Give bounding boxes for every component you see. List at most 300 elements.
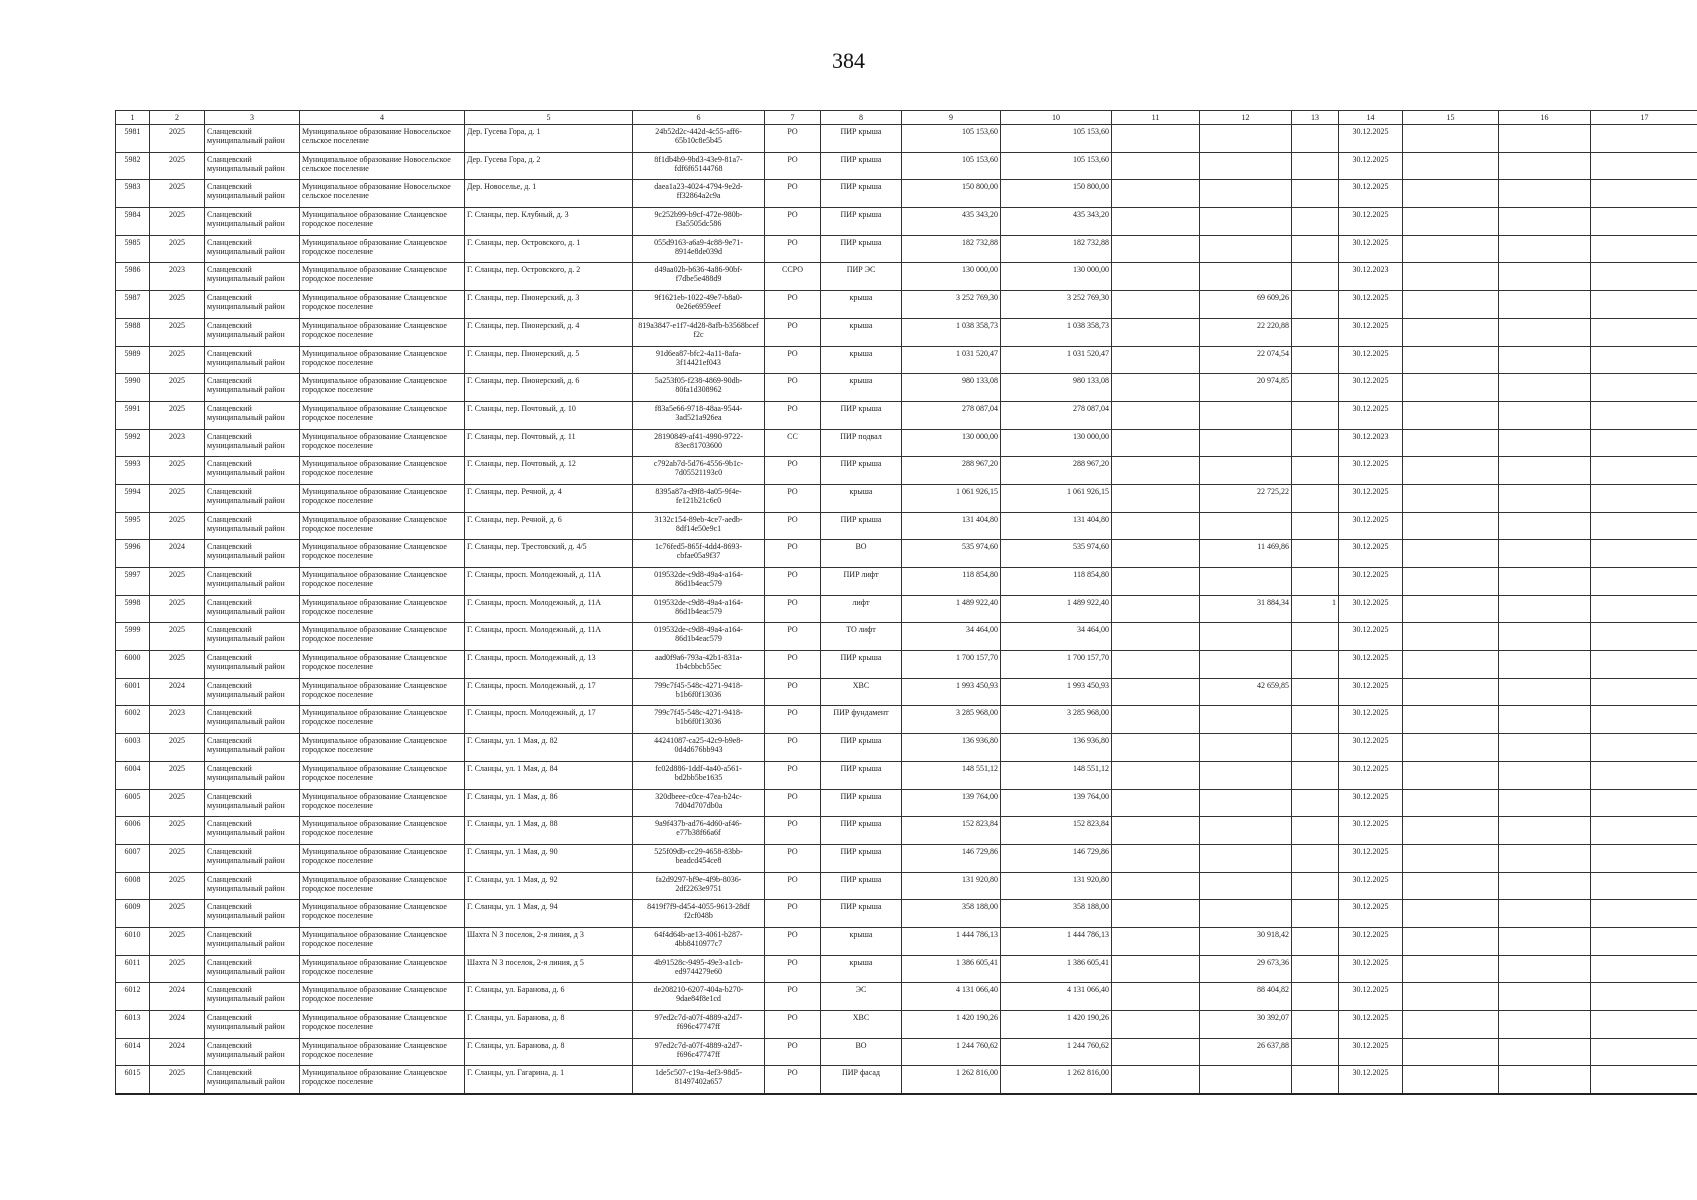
table-row [116, 346, 1697, 374]
table-cell-col-10: 150 800,00 [1001, 180, 1112, 208]
table-cell-col-9: 139 764,00 [902, 789, 1001, 817]
table-cell-col-16 [1499, 1011, 1591, 1039]
table-cell-col-8: крыша [821, 927, 902, 955]
table-cell-col-3: Сланцевский муниципальный район [205, 595, 300, 623]
table-cell-col-15 [1403, 152, 1499, 180]
table-cell-col-14: 30.12.2025 [1339, 595, 1403, 623]
table-cell-col-8: ВО [821, 540, 902, 568]
table-cell-col-15 [1403, 540, 1499, 568]
page-number: 384 [832, 48, 865, 73]
table-cell-col-1: 5991 [116, 401, 150, 429]
table-cell-col-13 [1292, 817, 1339, 845]
table-cell-col-13 [1292, 789, 1339, 817]
table-cell-col-4: Муниципальное образование Сланцевское городское поселение [300, 983, 465, 1011]
table-cell-col-17 [1591, 429, 1697, 457]
table-cell-col-6: aad0f9a6-793a-42b1-831a-1b4cbbcb55ec [633, 651, 765, 679]
table-cell-col-1: 6006 [116, 817, 150, 845]
table-cell-col-9: 131 404,80 [902, 512, 1001, 540]
table-cell-col-8: ПИР крыша [821, 125, 902, 153]
table-cell-col-15 [1403, 512, 1499, 540]
table-cell-col-17 [1591, 152, 1697, 180]
table-cell-col-17 [1591, 789, 1697, 817]
table-cell-col-5: Г. Сланцы, пер. Почтовый, д. 10 [465, 401, 633, 429]
table-row [116, 568, 1697, 596]
table-cell-col-10: 152 823,84 [1001, 817, 1112, 845]
table-cell-col-13 [1292, 235, 1339, 263]
table-cell-col-6: d49aa02b-b636-4a86-90bf-f7dbe5e488d9 [633, 263, 765, 291]
table-cell-col-3: Сланцевский муниципальный район [205, 844, 300, 872]
table-cell-col-13 [1292, 318, 1339, 346]
table-cell-col-12 [1200, 429, 1292, 457]
table-cell-col-2: 2025 [150, 872, 205, 900]
table-cell-col-5: Г. Сланцы, ул. 1 Мая, д. 84 [465, 761, 633, 789]
table-cell-col-5: Г. Сланцы, ул. Баранова, д. 8 [465, 1011, 633, 1039]
table-cell-col-8: ВО [821, 1038, 902, 1066]
table-cell-col-2: 2023 [150, 263, 205, 291]
table-cell-col-8: ПИР крыша [821, 401, 902, 429]
table-cell-col-10: 535 974,60 [1001, 540, 1112, 568]
table-cell-col-9: 1 700 157,70 [902, 651, 1001, 679]
table-cell-col-1: 5993 [116, 457, 150, 485]
table-cell-col-17 [1591, 678, 1697, 706]
table-cell-col-6: 44241087-ca25-42c9-b9e8-0d4d676bb943 [633, 734, 765, 762]
table-cell-col-13: 1 [1292, 595, 1339, 623]
table-cell-col-1: 6014 [116, 1038, 150, 1066]
column-header-8: 8 [821, 111, 902, 125]
table-cell-col-7: РО [765, 208, 821, 236]
table-cell-col-16 [1499, 374, 1591, 402]
table-cell-col-8: крыша [821, 291, 902, 319]
table-cell-col-2: 2024 [150, 983, 205, 1011]
table-cell-col-10: 1 993 450,93 [1001, 678, 1112, 706]
table-cell-col-9: 105 153,60 [902, 125, 1001, 153]
table-cell-col-5: Г. Сланцы, ул. Гагарина, д. 1 [465, 1066, 633, 1094]
table-cell-col-4: Муниципальное образование Сланцевское городское поселение [300, 401, 465, 429]
table-cell-col-8: ПИР крыша [821, 844, 902, 872]
table-row [116, 235, 1697, 263]
register-table [115, 110, 1697, 1095]
table-cell-col-17 [1591, 180, 1697, 208]
table-cell-col-3: Сланцевский муниципальный район [205, 678, 300, 706]
table-cell-col-15 [1403, 208, 1499, 236]
table-cell-col-10: 1 038 358,73 [1001, 318, 1112, 346]
table-cell-col-3: Сланцевский муниципальный район [205, 346, 300, 374]
table-cell-col-2: 2025 [150, 734, 205, 762]
table-cell-col-8: ПИР крыша [821, 208, 902, 236]
table-cell-col-9: 288 967,20 [902, 457, 1001, 485]
table-cell-col-3: Сланцевский муниципальный район [205, 706, 300, 734]
table-cell-col-14: 30.12.2025 [1339, 1011, 1403, 1039]
table-cell-col-14: 30.12.2025 [1339, 401, 1403, 429]
table-cell-col-4: Муниципальное образование Сланцевское городское поселение [300, 844, 465, 872]
table-cell-col-4: Муниципальное образование Сланцевское городское поселение [300, 318, 465, 346]
table-cell-col-7: РО [765, 484, 821, 512]
table-cell-col-9: 148 551,12 [902, 761, 1001, 789]
table-cell-col-17 [1591, 374, 1697, 402]
table-cell-col-9: 1 489 922,40 [902, 595, 1001, 623]
table-cell-col-12 [1200, 623, 1292, 651]
table-cell-col-17 [1591, 568, 1697, 596]
table-cell-col-17 [1591, 457, 1697, 485]
table-cell-col-12 [1200, 872, 1292, 900]
table-row [116, 817, 1697, 845]
table-cell-col-12: 42 659,85 [1200, 678, 1292, 706]
table-cell-col-4: Муниципальное образование Сланцевское городское поселение [300, 1066, 465, 1094]
table-cell-col-13 [1292, 208, 1339, 236]
table-cell-col-11 [1112, 1011, 1200, 1039]
table-cell-col-16 [1499, 484, 1591, 512]
table-row [116, 623, 1697, 651]
table-cell-col-10: 148 551,12 [1001, 761, 1112, 789]
table-cell-col-12: 30 392,07 [1200, 1011, 1292, 1039]
table-cell-col-16 [1499, 595, 1591, 623]
table-cell-col-10: 136 936,80 [1001, 734, 1112, 762]
table-cell-col-16 [1499, 457, 1591, 485]
table-cell-col-17 [1591, 817, 1697, 845]
table-cell-col-11 [1112, 346, 1200, 374]
table-cell-col-9: 1 993 450,93 [902, 678, 1001, 706]
table-cell-col-11 [1112, 817, 1200, 845]
table-cell-col-8: ПИР крыша [821, 734, 902, 762]
table-cell-col-4: Муниципальное образование Сланцевское городское поселение [300, 761, 465, 789]
table-cell-col-4: Муниципальное образование Сланцевское городское поселение [300, 291, 465, 319]
table-row [116, 1038, 1697, 1066]
table-cell-col-15 [1403, 374, 1499, 402]
table-cell-col-6: 819a3847-e1f7-4d28-8afb-b3568bcef f2c [633, 318, 765, 346]
table-cell-col-15 [1403, 318, 1499, 346]
column-header-4: 4 [300, 111, 465, 125]
table-cell-col-11 [1112, 401, 1200, 429]
table-cell-col-6: fa2d9297-bf9e-4f9b-8036-2df2263e9751 [633, 872, 765, 900]
table-cell-col-7: РО [765, 706, 821, 734]
table-cell-col-13 [1292, 457, 1339, 485]
table-cell-col-3: Сланцевский муниципальный район [205, 1038, 300, 1066]
table-cell-col-10: 1 262 816,00 [1001, 1066, 1112, 1094]
table-cell-col-1: 6011 [116, 955, 150, 983]
table-cell-col-1: 6007 [116, 844, 150, 872]
table-cell-col-5: Г. Сланцы, ул. Баранова, д. 6 [465, 983, 633, 1011]
table-cell-col-10: 146 729,86 [1001, 844, 1112, 872]
table-cell-col-4: Муниципальное образование Сланцевское городское поселение [300, 208, 465, 236]
table-cell-col-16 [1499, 734, 1591, 762]
table-cell-col-4: Муниципальное образование Сланцевское городское поселение [300, 900, 465, 928]
table-cell-col-16 [1499, 291, 1591, 319]
table-cell-col-4: Муниципальное образование Сланцевское городское поселение [300, 374, 465, 402]
table-cell-col-15 [1403, 817, 1499, 845]
table-cell-col-6: fc02d886-1ddf-4a40-a561-bd2bb5be1635 [633, 761, 765, 789]
table-cell-col-9: 130 000,00 [902, 429, 1001, 457]
table-cell-col-13 [1292, 761, 1339, 789]
table-cell-col-9: 182 732,88 [902, 235, 1001, 263]
table-cell-col-2: 2025 [150, 208, 205, 236]
table-cell-col-16 [1499, 401, 1591, 429]
table-cell-col-13 [1292, 346, 1339, 374]
table-cell-col-16 [1499, 540, 1591, 568]
table-cell-col-8: ПИР крыша [821, 651, 902, 679]
table-cell-col-17 [1591, 844, 1697, 872]
table-cell-col-2: 2024 [150, 1011, 205, 1039]
table-cell-col-10: 118 854,80 [1001, 568, 1112, 596]
table-cell-col-5: Дер. Гусева Гора, д. 1 [465, 125, 633, 153]
table-cell-col-11 [1112, 180, 1200, 208]
column-header-7: 7 [765, 111, 821, 125]
table-row [116, 263, 1697, 291]
table-cell-col-12 [1200, 734, 1292, 762]
table-cell-col-11 [1112, 1066, 1200, 1094]
table-cell-col-17 [1591, 512, 1697, 540]
table-cell-col-1: 5982 [116, 152, 150, 180]
table-row [116, 374, 1697, 402]
table-cell-col-16 [1499, 789, 1591, 817]
table-cell-col-7: РО [765, 734, 821, 762]
table-cell-col-3: Сланцевский муниципальный район [205, 152, 300, 180]
table-cell-col-12: 22 725,22 [1200, 484, 1292, 512]
table-cell-col-13 [1292, 983, 1339, 1011]
table-cell-col-2: 2025 [150, 568, 205, 596]
table-cell-col-14: 30.12.2025 [1339, 152, 1403, 180]
table-cell-col-15 [1403, 927, 1499, 955]
table-cell-col-10: 105 153,60 [1001, 152, 1112, 180]
table-cell-col-14: 30.12.2025 [1339, 900, 1403, 928]
table-cell-col-2: 2025 [150, 927, 205, 955]
table-cell-col-15 [1403, 623, 1499, 651]
table-cell-col-12 [1200, 235, 1292, 263]
table-cell-col-4: Муниципальное образование Сланцевское городское поселение [300, 346, 465, 374]
table-cell-col-11 [1112, 872, 1200, 900]
table-cell-col-7: РО [765, 512, 821, 540]
table-cell-col-16 [1499, 955, 1591, 983]
table-cell-col-17 [1591, 1011, 1697, 1039]
table-cell-col-3: Сланцевский муниципальный район [205, 651, 300, 679]
table-cell-col-7: РО [765, 817, 821, 845]
table-cell-col-5: Г. Сланцы, просп. Молодежный, д. 17 [465, 706, 633, 734]
table-cell-col-15 [1403, 1011, 1499, 1039]
column-header-6: 6 [633, 111, 765, 125]
table-cell-col-5: Г. Сланцы, пер. Пионерский, д. 3 [465, 291, 633, 319]
table-cell-col-10: 182 732,88 [1001, 235, 1112, 263]
table-cell-col-6: 8f1db4b9-9bd3-43e9-81a7-fdf6f65144768 [633, 152, 765, 180]
table-cell-col-4: Муниципальное образование Сланцевское городское поселение [300, 429, 465, 457]
table-cell-col-7: РО [765, 844, 821, 872]
table-cell-col-7: РО [765, 1011, 821, 1039]
table-cell-col-10: 278 087,04 [1001, 401, 1112, 429]
table-cell-col-6: 019532de-c9d8-49a4-a164-86d1b4eac579 [633, 568, 765, 596]
table-row [116, 734, 1697, 762]
table-row [116, 401, 1697, 429]
table-cell-col-15 [1403, 872, 1499, 900]
table-cell-col-9: 1 386 605,41 [902, 955, 1001, 983]
table-cell-col-7: РО [765, 235, 821, 263]
table-cell-col-15 [1403, 761, 1499, 789]
table-cell-col-2: 2025 [150, 346, 205, 374]
table-cell-col-3: Сланцевский муниципальный район [205, 484, 300, 512]
table-cell-col-2: 2025 [150, 651, 205, 679]
table-cell-col-7: РО [765, 900, 821, 928]
table-cell-col-12 [1200, 125, 1292, 153]
table-cell-col-14: 30.12.2025 [1339, 817, 1403, 845]
table-cell-col-11 [1112, 125, 1200, 153]
table-cell-col-13 [1292, 291, 1339, 319]
table-cell-col-9: 3 252 769,30 [902, 291, 1001, 319]
table-cell-col-13 [1292, 429, 1339, 457]
table-row [116, 291, 1697, 319]
table-cell-col-16 [1499, 125, 1591, 153]
table-cell-col-1: 5981 [116, 125, 150, 153]
table-cell-col-15 [1403, 291, 1499, 319]
table-row [116, 900, 1697, 928]
table-cell-col-15 [1403, 401, 1499, 429]
table-cell-col-11 [1112, 955, 1200, 983]
table-cell-col-8: ПИР крыша [821, 457, 902, 485]
table-cell-col-12: 11 469,86 [1200, 540, 1292, 568]
table-row [116, 927, 1697, 955]
table-cell-col-13 [1292, 374, 1339, 402]
table-cell-col-7: РО [765, 540, 821, 568]
table-cell-col-10: 3 285 968,00 [1001, 706, 1112, 734]
table-cell-col-9: 136 936,80 [902, 734, 1001, 762]
table-cell-col-1: 6001 [116, 678, 150, 706]
table-row [116, 208, 1697, 236]
table-cell-col-8: ЭС [821, 983, 902, 1011]
table-cell-col-15 [1403, 263, 1499, 291]
table-cell-col-11 [1112, 208, 1200, 236]
table-cell-col-14: 30.12.2025 [1339, 235, 1403, 263]
table-cell-col-17 [1591, 484, 1697, 512]
table-cell-col-6: 055d9163-a6a9-4c88-9e71-8914e8de039d [633, 235, 765, 263]
table-cell-col-11 [1112, 540, 1200, 568]
table-cell-col-6: 64f4d64b-ae13-4061-b287-4bb8410977c7 [633, 927, 765, 955]
table-cell-col-8: крыша [821, 318, 902, 346]
table-cell-col-4: Муниципальное образование Сланцевское городское поселение [300, 955, 465, 983]
table-cell-col-14: 30.12.2025 [1339, 125, 1403, 153]
table-cell-col-8: ПИР ЭС [821, 263, 902, 291]
table-cell-col-14: 30.12.2025 [1339, 761, 1403, 789]
table-cell-col-13 [1292, 1066, 1339, 1094]
table-cell-col-5: Г. Сланцы, просп. Молодежный, д. 17 [465, 678, 633, 706]
table-cell-col-5: Г. Сланцы, ул. 1 Мая, д. 86 [465, 789, 633, 817]
column-header-14: 14 [1339, 111, 1403, 125]
table-cell-col-14: 30.12.2025 [1339, 568, 1403, 596]
table-cell-col-2: 2025 [150, 512, 205, 540]
table-cell-col-4: Муниципальное образование Сланцевское городское поселение [300, 512, 465, 540]
table-cell-col-3: Сланцевский муниципальный район [205, 623, 300, 651]
table-cell-col-11 [1112, 900, 1200, 928]
table-cell-col-14: 30.12.2025 [1339, 457, 1403, 485]
table-cell-col-1: 6009 [116, 900, 150, 928]
table-cell-col-12 [1200, 651, 1292, 679]
table-cell-col-5: Г. Сланцы, ул. 1 Мая, д. 92 [465, 872, 633, 900]
table-cell-col-11 [1112, 318, 1200, 346]
table-cell-col-16 [1499, 429, 1591, 457]
table-cell-col-2: 2023 [150, 706, 205, 734]
table-cell-col-6: 799c7f45-548c-4271-9418-b1b6f0f13036 [633, 706, 765, 734]
table-cell-col-9: 278 087,04 [902, 401, 1001, 429]
table-cell-col-13 [1292, 844, 1339, 872]
table-cell-col-9: 34 464,00 [902, 623, 1001, 651]
column-header-9: 9 [902, 111, 1001, 125]
table-cell-col-2: 2025 [150, 374, 205, 402]
table-cell-col-3: Сланцевский муниципальный район [205, 734, 300, 762]
table-cell-col-15 [1403, 651, 1499, 679]
table-cell-col-2: 2025 [150, 180, 205, 208]
table-cell-col-8: ТО лифт [821, 623, 902, 651]
table-cell-col-7: РО [765, 152, 821, 180]
table-cell-col-14: 30.12.2025 [1339, 955, 1403, 983]
table-cell-col-16 [1499, 568, 1591, 596]
table-cell-col-15 [1403, 678, 1499, 706]
table-cell-col-4: Муниципальное образование Новосельское сельское поселение [300, 180, 465, 208]
table-cell-col-6: 5a253f05-f238-4869-90db-80fa1d308962 [633, 374, 765, 402]
table-cell-col-17 [1591, 955, 1697, 983]
table-row [116, 706, 1697, 734]
column-header-17: 17 [1591, 111, 1697, 125]
table-cell-col-12: 88 404,82 [1200, 983, 1292, 1011]
table-cell-col-5: Г. Сланцы, пер. Пионерский, д. 5 [465, 346, 633, 374]
table-cell-col-1: 5985 [116, 235, 150, 263]
table-cell-col-11 [1112, 374, 1200, 402]
table-cell-col-15 [1403, 900, 1499, 928]
table-cell-col-7: РО [765, 180, 821, 208]
table-cell-col-2: 2025 [150, 291, 205, 319]
table-cell-col-17 [1591, 623, 1697, 651]
table-cell-col-4: Муниципальное образование Сланцевское городское поселение [300, 484, 465, 512]
table-cell-col-1: 5986 [116, 263, 150, 291]
table-cell-col-14: 30.12.2025 [1339, 678, 1403, 706]
table-cell-col-5: Г. Сланцы, просп. Молодежный, д. 13 [465, 651, 633, 679]
table-cell-col-1: 6008 [116, 872, 150, 900]
table-cell-col-8: ПИР крыша [821, 872, 902, 900]
table-row [116, 180, 1697, 208]
table-cell-col-3: Сланцевский муниципальный район [205, 540, 300, 568]
table-cell-col-15 [1403, 844, 1499, 872]
table-cell-col-5: Г. Сланцы, просп. Молодежный, д. 11А [465, 595, 633, 623]
table-cell-col-17 [1591, 651, 1697, 679]
table-cell-col-4: Муниципальное образование Сланцевское городское поселение [300, 595, 465, 623]
table-cell-col-3: Сланцевский муниципальный район [205, 927, 300, 955]
table-cell-col-15 [1403, 235, 1499, 263]
table-cell-col-12 [1200, 152, 1292, 180]
table-cell-col-2: 2025 [150, 817, 205, 845]
table-cell-col-10: 105 153,60 [1001, 125, 1112, 153]
table-cell-col-1: 5990 [116, 374, 150, 402]
table-cell-col-13 [1292, 955, 1339, 983]
table-cell-col-17 [1591, 318, 1697, 346]
table-cell-col-16 [1499, 651, 1591, 679]
table-cell-col-12: 20 974,85 [1200, 374, 1292, 402]
table-cell-col-15 [1403, 457, 1499, 485]
table-cell-col-13 [1292, 651, 1339, 679]
table-cell-col-5: Г. Сланцы, пер. Речной, д. 4 [465, 484, 633, 512]
table-cell-col-12: 26 637,88 [1200, 1038, 1292, 1066]
table-row [116, 595, 1697, 623]
table-cell-col-14: 30.12.2025 [1339, 734, 1403, 762]
table-cell-col-16 [1499, 623, 1591, 651]
table-cell-col-6: 1de5c507-c19a-4ef3-98d5-81497402a657 [633, 1066, 765, 1094]
table-cell-col-12: 29 673,36 [1200, 955, 1292, 983]
table-cell-col-13 [1292, 125, 1339, 153]
table-cell-col-10: 1 489 922,40 [1001, 595, 1112, 623]
table-cell-col-7: РО [765, 125, 821, 153]
table-cell-col-3: Сланцевский муниципальный район [205, 125, 300, 153]
table-cell-col-1: 6012 [116, 983, 150, 1011]
table-cell-col-8: ХВС [821, 1011, 902, 1039]
table-cell-col-4: Муниципальное образование Сланцевское городское поселение [300, 927, 465, 955]
table-cell-col-3: Сланцевский муниципальный район [205, 983, 300, 1011]
table-cell-col-13 [1292, 734, 1339, 762]
table-cell-col-16 [1499, 152, 1591, 180]
table-cell-col-2: 2025 [150, 457, 205, 485]
table-cell-col-8: крыша [821, 374, 902, 402]
